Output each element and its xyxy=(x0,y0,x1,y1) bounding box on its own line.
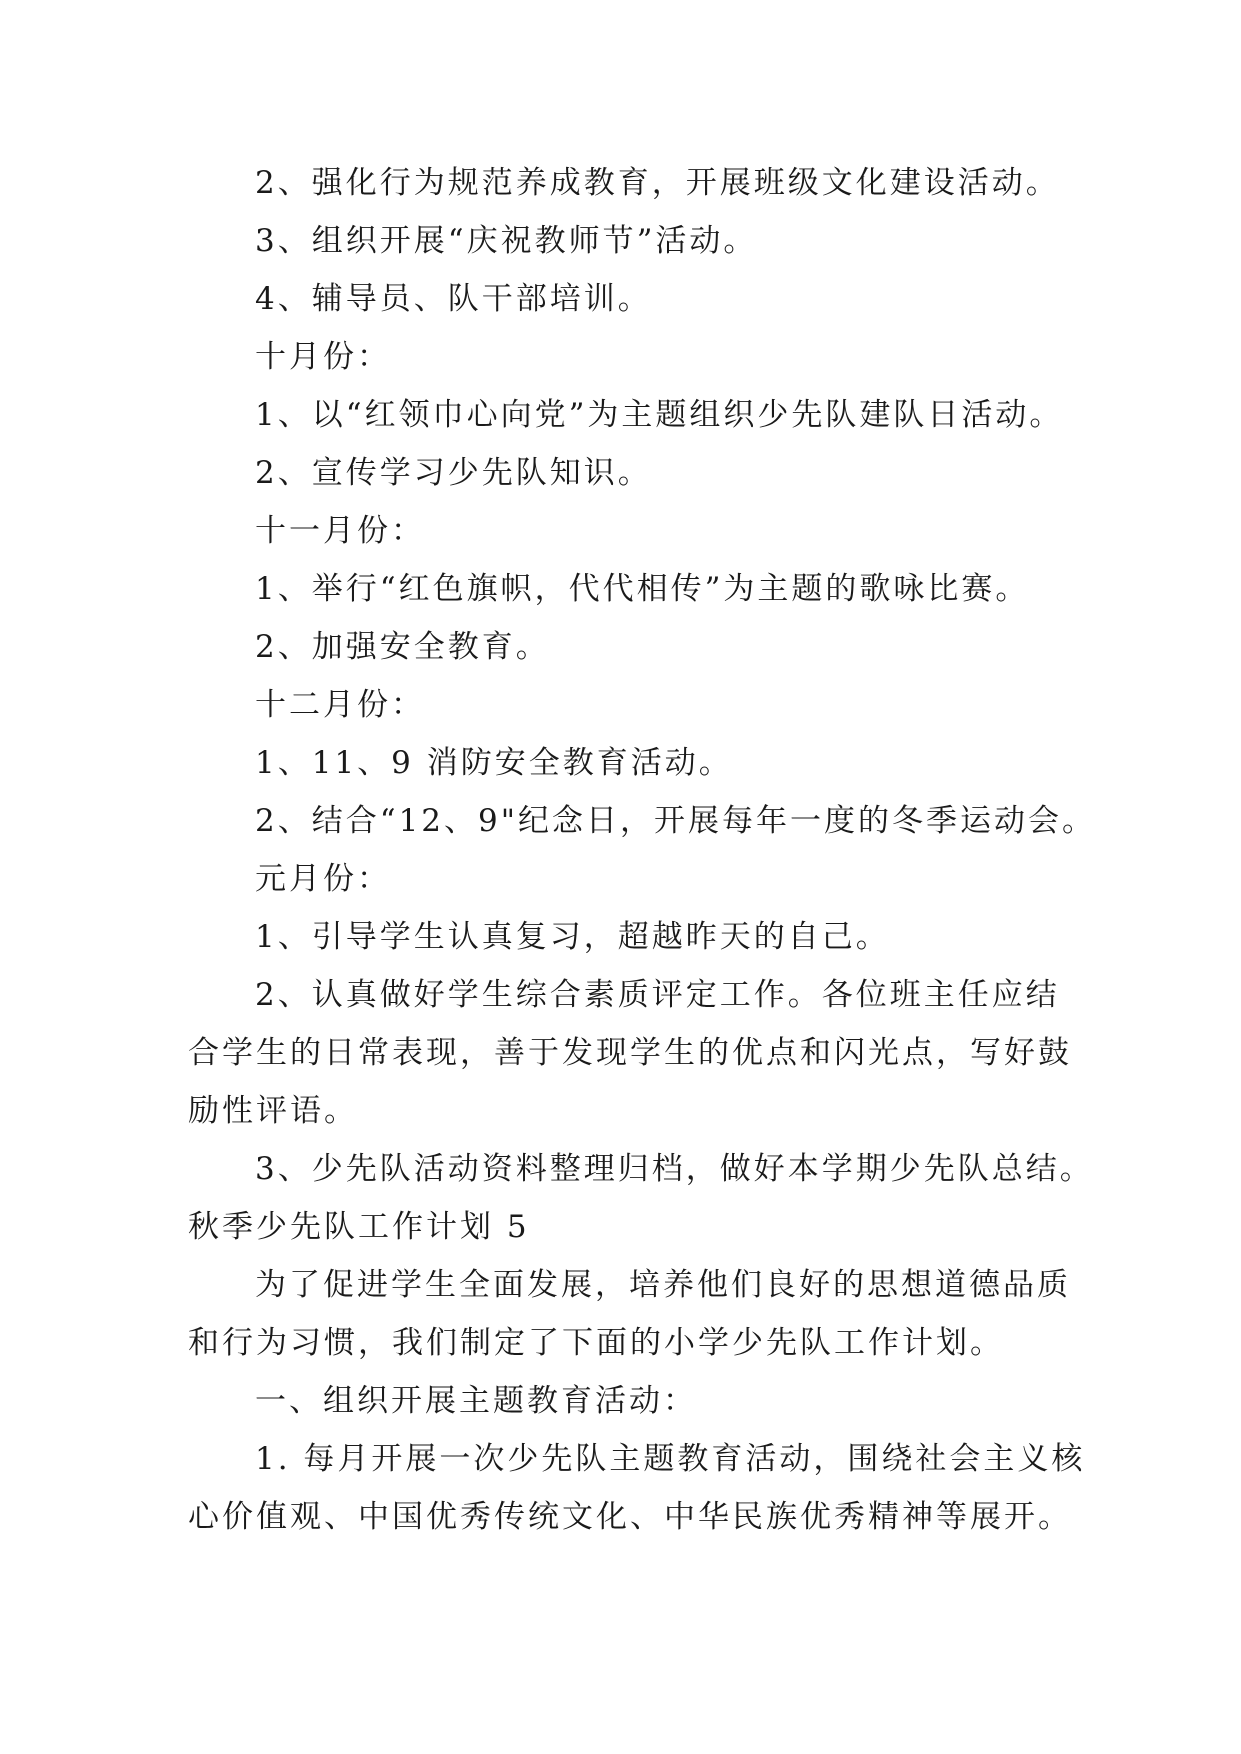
text-line: 2、强化行为规范养成教育，开展班级文化建设活动。 xyxy=(255,165,1060,201)
text-line: 1. 每月开展一次少先队主题教育活动，围绕社会主义核 xyxy=(255,1441,1086,1477)
text-line: 1、11、9 消防安全教育活动。 xyxy=(255,745,733,781)
text-line: 心价值观、中国优秀传统文化、中华民族优秀精神等展开。 xyxy=(188,1499,1072,1535)
section-heading-december: 十二月份： xyxy=(255,687,425,723)
subsection-heading: 一、组织开展主题教育活动： xyxy=(255,1383,697,1419)
text-line: 1、引导学生认真复习，超越昨天的自己。 xyxy=(255,919,890,955)
text-line: 为了促进学生全面发展，培养他们良好的思想道德品质 xyxy=(255,1267,1071,1303)
text-line: 2、结合“12、9"纪念日，开展每年一度的冬季运动会。 xyxy=(255,803,1096,839)
text-line: 1、以“红领巾心向党”为主题组织少先队建队日活动。 xyxy=(255,397,1064,433)
section-title: 秋季少先队工作计划 5 xyxy=(188,1209,530,1245)
text-line: 励性评语。 xyxy=(188,1093,358,1129)
text-line: 3、组织开展“庆祝教师节”活动。 xyxy=(255,223,758,259)
section-heading-november: 十一月份： xyxy=(255,513,425,549)
text-line: 和行为习惯，我们制定了下面的小学少先队工作计划。 xyxy=(188,1325,1004,1361)
text-line: 合学生的日常表现，善于发现学生的优点和闪光点，写好鼓 xyxy=(188,1035,1072,1071)
text-line: 1、举行“红色旗帜，代代相传”为主题的歌咏比赛。 xyxy=(255,571,1030,607)
text-line: 3、少先队活动资料整理归档，做好本学期少先队总结。 xyxy=(255,1151,1094,1187)
text-line: 4、辅导员、队干部培训。 xyxy=(255,281,652,317)
section-heading-january: 元月份： xyxy=(255,861,391,897)
section-heading-october: 十月份： xyxy=(255,339,391,375)
text-line: 2、宣传学习少先队知识。 xyxy=(255,455,652,491)
text-line: 2、加强安全教育。 xyxy=(255,629,550,665)
text-line: 2、认真做好学生综合素质评定工作。各位班主任应结 xyxy=(255,977,1060,1013)
